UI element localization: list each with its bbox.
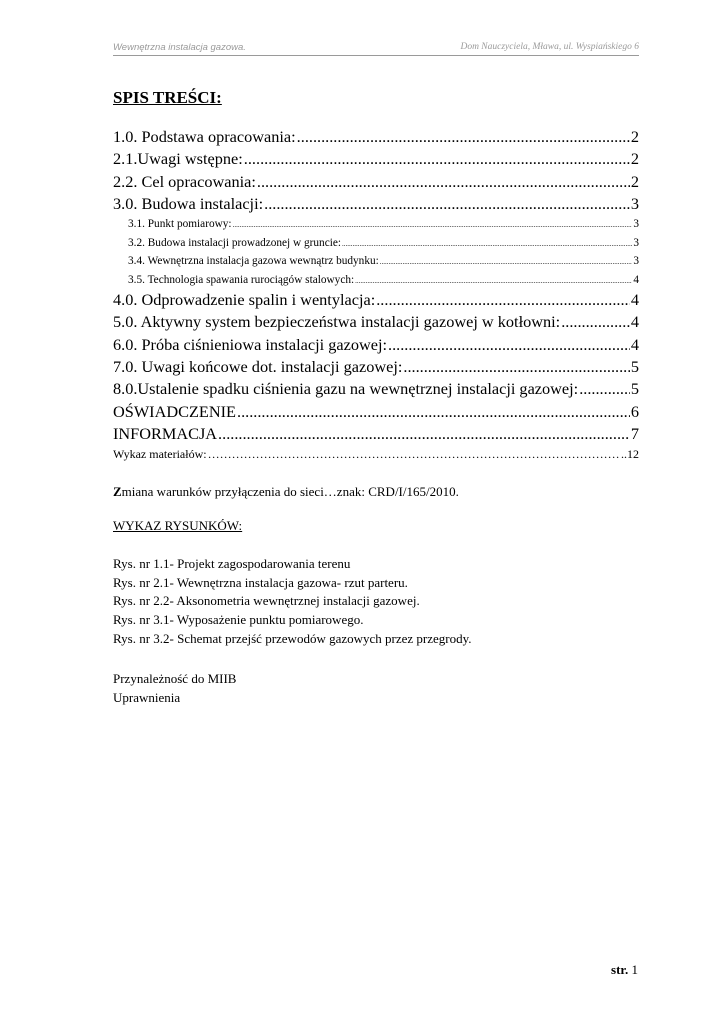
attachments-notes	[113, 669, 236, 707]
toc-entry-title: 7.0. Uwagi końcowe dot. instalacji gazowej:	[113, 357, 403, 377]
toc-entry-title: 8.0.Ustalenie spadku ciśnienia gazu na wewnętrznej instalacji gazowej:	[113, 379, 579, 399]
toc-entry-page: 2	[630, 171, 639, 191]
toc-entry-page: 3	[630, 193, 639, 213]
toc-entry-page: 4	[630, 334, 639, 354]
toc-leader	[218, 423, 630, 445]
toc-entry	[113, 193, 639, 215]
toc-entry	[113, 171, 639, 193]
toc-entry-title: 2.2. Cel opracowania:	[113, 171, 256, 191]
toc-heading: SPIS TREŚCI:	[113, 88, 222, 107]
toc-entry-page: 2	[630, 149, 639, 169]
toc-leader	[380, 253, 633, 271]
toc-leader	[579, 378, 630, 400]
toc-entry-title: 3.1. Punkt pomiarowy:	[128, 218, 232, 231]
toc-entry-materials	[113, 445, 639, 463]
connection-conditions-note	[113, 484, 459, 500]
toc-leader	[342, 235, 632, 253]
toc-leader	[233, 216, 633, 234]
toc-entry	[113, 356, 639, 378]
licenses-note: Uprawnienia	[113, 690, 181, 705]
toc-entry-title: 3.2. Budowa instalacji prowadzonej w gruncie:	[128, 236, 342, 249]
toc-entry-title: 3.5. Technologia spawania rurociągów stalowych:	[128, 273, 355, 286]
page-header	[113, 42, 639, 56]
toc-leader	[297, 126, 630, 148]
toc-entry-title: 6.0. Próba ciśnieniowa instalacji gazowej:	[113, 334, 387, 354]
toc-entry	[113, 148, 639, 170]
toc-entry-title: 4.0. Odprowadzenie spalin i wentylacja:	[113, 290, 376, 310]
toc-entry-page: 5	[630, 379, 639, 399]
toc-entry	[113, 311, 639, 333]
toc-entry-title: 5.0. Aktywny system bezpieczeństwa instalacji gazowej w kotłowni:	[113, 312, 561, 332]
toc-subentry	[113, 252, 639, 271]
figure-item: Rys. nr 3.2- Schemat przejść przewodów gazowych przez przegrody.	[113, 630, 472, 646]
toc-entry-page: 3	[633, 218, 639, 231]
toc-entry-title: 2.1.Uwagi wstępne:	[113, 149, 243, 169]
toc-entry-page: 5	[630, 357, 639, 377]
toc-entry-page: 4	[630, 312, 639, 332]
toc-leader	[376, 289, 630, 311]
toc-leader	[403, 356, 629, 378]
figure-item: Rys. nr 2.2- Aksonometria wewnętrznej instalacji gazowej.	[113, 593, 420, 609]
toc-entry-title: OŚWIADCZENIE	[113, 401, 236, 421]
figures-list	[113, 555, 472, 648]
figures-heading: WYKAZ RYSUNKÓW:	[113, 518, 243, 533]
toc-entry	[113, 378, 639, 400]
toc-entry-page: 6	[630, 401, 639, 421]
toc-entry-title: 3.0. Budowa instalacji:	[113, 193, 264, 213]
toc-entry-title: 1.0. Podstawa opracowania:	[113, 127, 296, 146]
toc-entry-page: ..12	[621, 447, 639, 462]
header-location: Dom Nauczyciela, Mława, ul. Wyspiańskiego 6	[460, 42, 639, 52]
conditions-text: miana warunków przyłączenia do sieci…znak: CRD/I/165/2010.	[121, 484, 459, 499]
page-number-value: 1	[631, 962, 638, 977]
toc-entry-page: 4	[630, 290, 639, 310]
toc-entry-title: 3.4. Wewnętrzna instalacja gazowa wewnątrz budynku:	[128, 255, 379, 268]
toc-entry-title: INFORMACJA	[113, 423, 218, 443]
toc-entry	[113, 401, 639, 423]
toc-leader	[257, 171, 630, 193]
figure-item: Rys. nr 1.1- Projekt zagospodarowania terenu	[113, 556, 351, 571]
toc-leader	[264, 193, 630, 215]
toc-leader	[237, 401, 630, 423]
figure-item: Rys. nr 2.1- Wewnętrzna instalacja gazowa- rzut parteru.	[113, 574, 408, 590]
toc-entry-page: 3	[633, 255, 639, 268]
toc-entry	[113, 423, 639, 445]
toc-leader	[388, 334, 630, 356]
miib-membership-note: Przynależność do MIIB	[113, 671, 237, 686]
toc-leader	[244, 148, 630, 170]
toc-subentry	[113, 271, 639, 290]
toc-entry	[113, 334, 639, 356]
toc-entry-page: 7	[630, 423, 639, 443]
page-number-label: str.	[611, 962, 629, 977]
table-of-contents	[113, 126, 639, 463]
toc-leader	[355, 272, 632, 290]
toc-leader	[208, 445, 620, 463]
page-number	[611, 962, 638, 978]
toc-entry	[113, 289, 639, 311]
header-project-title: Wewnętrzna instalacja gazowa.	[113, 42, 246, 53]
toc-subentry	[113, 234, 639, 253]
figure-item: Rys. nr 3.1- Wyposażenie punktu pomiarowego.	[113, 612, 364, 628]
toc-entry-page: 4	[633, 273, 639, 286]
toc-subentry	[113, 215, 639, 234]
conditions-initial: Z	[113, 484, 122, 499]
toc-entry-page: 3	[633, 236, 639, 249]
toc-entry-title: Wykaz materiałów:	[113, 447, 207, 462]
toc-entry-page: 2	[630, 127, 639, 146]
toc-entry	[113, 126, 639, 148]
toc-leader	[561, 311, 630, 333]
